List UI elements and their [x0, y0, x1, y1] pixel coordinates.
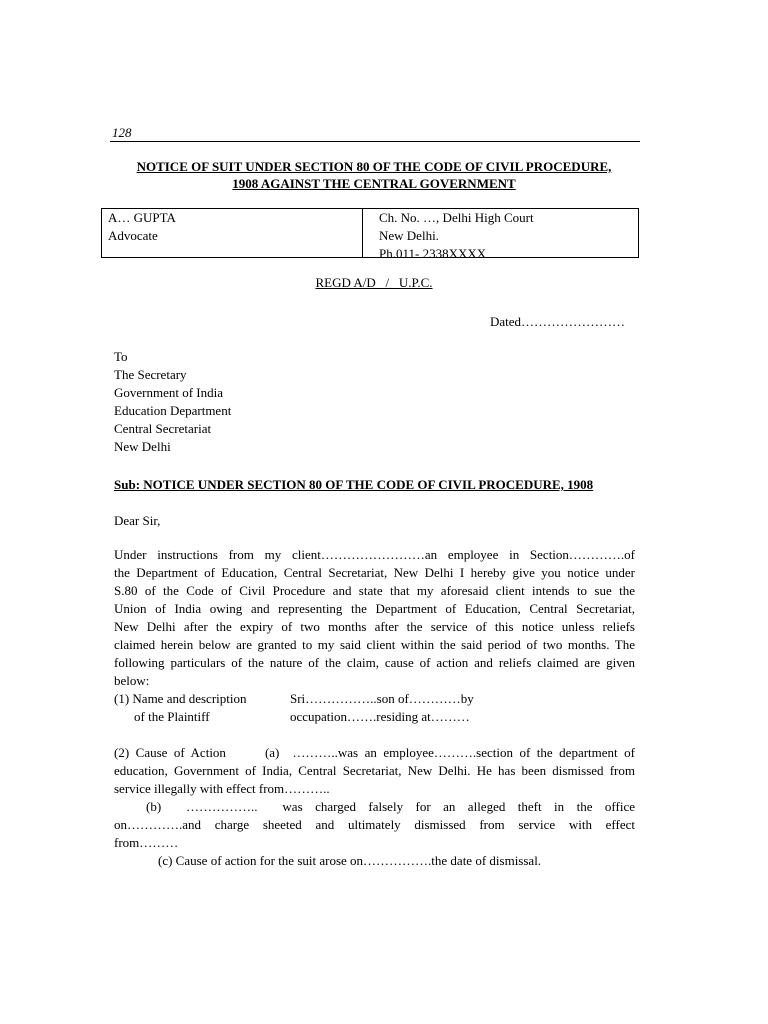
advocate-header-box [101, 208, 639, 261]
item-1-row-1 [114, 690, 635, 708]
item-1-label: (1) Name and description [114, 691, 247, 706]
body-line: Under instructions from my client……………………an employee in Section………….of [114, 547, 635, 562]
item-2a-line: (2) Cause of Action (a) ………..was an employee……….section of the department of [114, 745, 635, 760]
phone: Ph.011- 2338XXXX [379, 246, 487, 261]
dated-line: Dated…………………… [490, 314, 626, 329]
advocate-address-block [379, 209, 534, 263]
subject-line: Sub: NOTICE UNDER SECTION 80 OF THE CODE OF CIVIL PROCEDURE, 1908 [114, 477, 594, 492]
city: New Delhi. [379, 228, 439, 243]
item-2a-line: service illegally with effect from……….. [114, 781, 330, 796]
recipient-address [114, 348, 231, 456]
item-1-value: Sri……………..son of…………by [290, 691, 474, 706]
body-line: below: [114, 673, 150, 688]
item-2b-line: (b) …………….. was charged falsely for an alleged theft in the office [146, 799, 635, 814]
item-2b-line: from……… [114, 835, 179, 850]
title-line-2: 1908 AGAINST THE CENTRAL GOVERNMENT [232, 176, 516, 191]
address-line: Government of India [114, 385, 224, 400]
address-line: To [114, 349, 128, 364]
chamber-address: Ch. No. …, Delhi High Court [379, 210, 534, 225]
notice-title [100, 158, 648, 192]
item-2a-line: education, Government of India, Central Secretariat, New Delhi. He has been dismissed from [114, 763, 635, 778]
item-1-value: occupation…….residing at……… [290, 709, 470, 724]
address-line: Education Department [114, 403, 232, 418]
page-number: 128 [112, 125, 132, 140]
address-line: Central Secretariat [114, 421, 212, 436]
salutation: Dear Sir, [114, 513, 161, 528]
body-line: following particulars of the nature of the claim, cause of action and reliefs claimed are given [114, 655, 635, 670]
header-box-divider [362, 209, 363, 257]
notice-body [114, 546, 635, 870]
address-line: The Secretary [114, 367, 187, 382]
item-2c-line: (c) Cause of action for the suit arose on…………….the date of dismissal. [158, 853, 542, 868]
body-line: S.80 of the Code of Civil Procedure and state that my aforesaid client intends to sue the [114, 583, 635, 598]
body-line: claimed herein below are granted to my said client within the said period of two months. The [114, 637, 635, 652]
body-line: New Delhi after the expiry of two months after the service of this notice unless reliefs [114, 619, 635, 634]
header-rule [110, 141, 640, 142]
advocate-designation: Advocate [108, 228, 158, 243]
body-line: the Department of Education, Central Secretariat, New Delhi I hereby give you notice under [114, 565, 635, 580]
advocate-name-block [108, 209, 176, 245]
item-1-label: of the Plaintiff [134, 709, 210, 724]
item-1-row-2 [114, 708, 635, 726]
address-line: New Delhi [114, 439, 171, 454]
title-line-1: NOTICE OF SUIT UNDER SECTION 80 OF THE CODE OF CIVIL PROCEDURE, [136, 159, 612, 174]
advocate-name: A… GUPTA [108, 210, 176, 225]
regd-line: REGD A/D / U.P.C. [315, 275, 433, 290]
item-2b-line: on………….and charge sheeted and ultimately dismissed from service with effect [114, 817, 635, 832]
body-line: Union of India owing and representing the Department of Education, Central Secretariat, [114, 601, 635, 616]
